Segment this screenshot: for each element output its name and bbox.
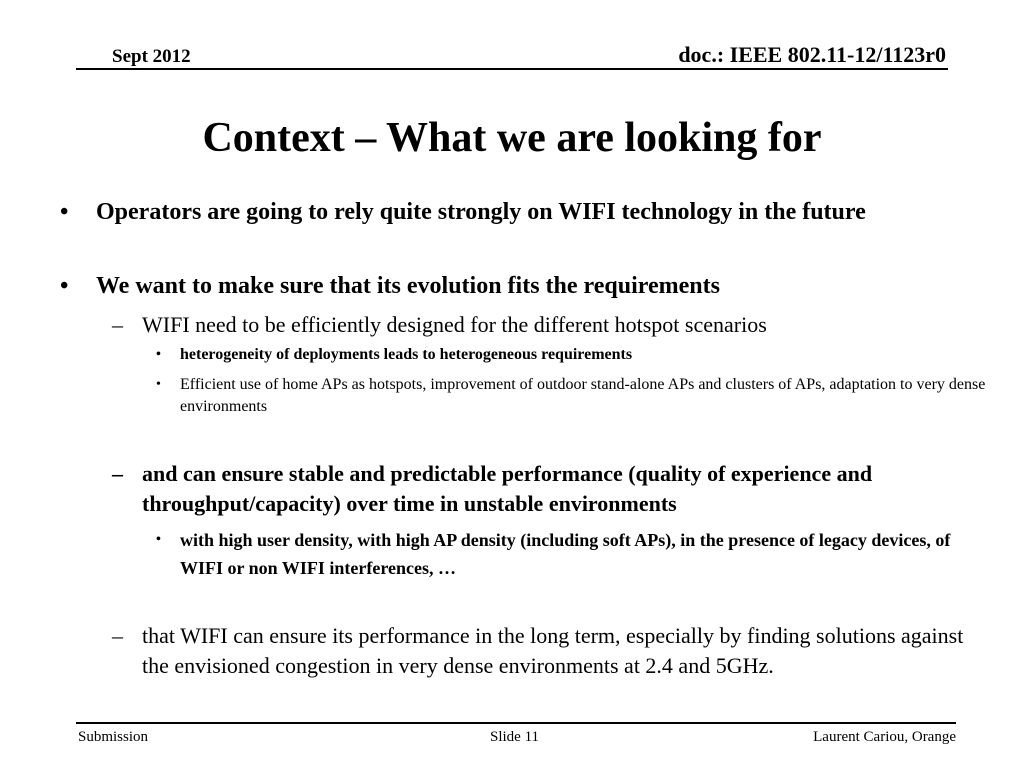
bullet-operators: [60, 196, 934, 228]
dash-marker: –: [112, 623, 123, 648]
bullet-text: Operators are going to rely quite strongly on WIFI technology in the future: [96, 199, 866, 225]
bullet-marker: •: [60, 273, 69, 299]
header-divider: [76, 68, 948, 70]
subbullet-text: WIFI need to be efficiently designed for the different hotspot scenarios: [142, 312, 767, 337]
bullet-marker: •: [156, 377, 161, 392]
bullet-marker: •: [60, 199, 69, 225]
subbullet-efficient-design: [112, 310, 984, 340]
header-date: Sept 2012: [112, 46, 191, 67]
subbullet-text: and can ensure stable and predictable performance (quality of experience and throughput/capacity) over time in unstable environments: [142, 461, 873, 516]
footer-slide-number: Slide 11: [490, 729, 540, 745]
subsub-text: heterogeneity of deployments leads to heterogeneous requirements: [180, 346, 633, 363]
subsub-text: with high user density, with high AP density (including soft APs), in the presence of legacy devices, of WIFI or non WIFI interferences, …: [180, 530, 951, 578]
bullet-evolution: [60, 270, 934, 302]
footer-divider: [76, 722, 956, 724]
dash-marker: –: [112, 312, 123, 337]
subbullet-text: that WIFI can ensure its performance in the long term, especially by finding solutions against the envisioned congestion in very dense environments at 2.4 and 5GHz.: [142, 623, 964, 678]
subbullet-stable-performance: [112, 459, 984, 519]
subsub-text: Efficient use of home APs as hotspots, improvement of outdoor stand-alone APs and clusters of APs, adaptation to very dense environments: [180, 376, 986, 415]
slide-title: Context – What we are looking for: [202, 115, 822, 161]
header-doc-id: doc.: IEEE 802.11-12/1123r0: [678, 42, 946, 67]
subbullet-long-term: [112, 621, 984, 681]
subsub-high-density: [156, 526, 994, 582]
bullet-marker: •: [156, 347, 161, 362]
bullet-marker: •: [156, 532, 161, 547]
subsub-heterogeneity: [156, 344, 994, 366]
dash-marker: –: [112, 461, 123, 486]
footer-submission: Submission: [78, 729, 149, 745]
footer-author: Laurent Cariou, Orange: [813, 729, 956, 745]
subsub-efficient-use: [156, 374, 994, 418]
bullet-text: We want to make sure that its evolution fits the requirements: [96, 273, 720, 299]
